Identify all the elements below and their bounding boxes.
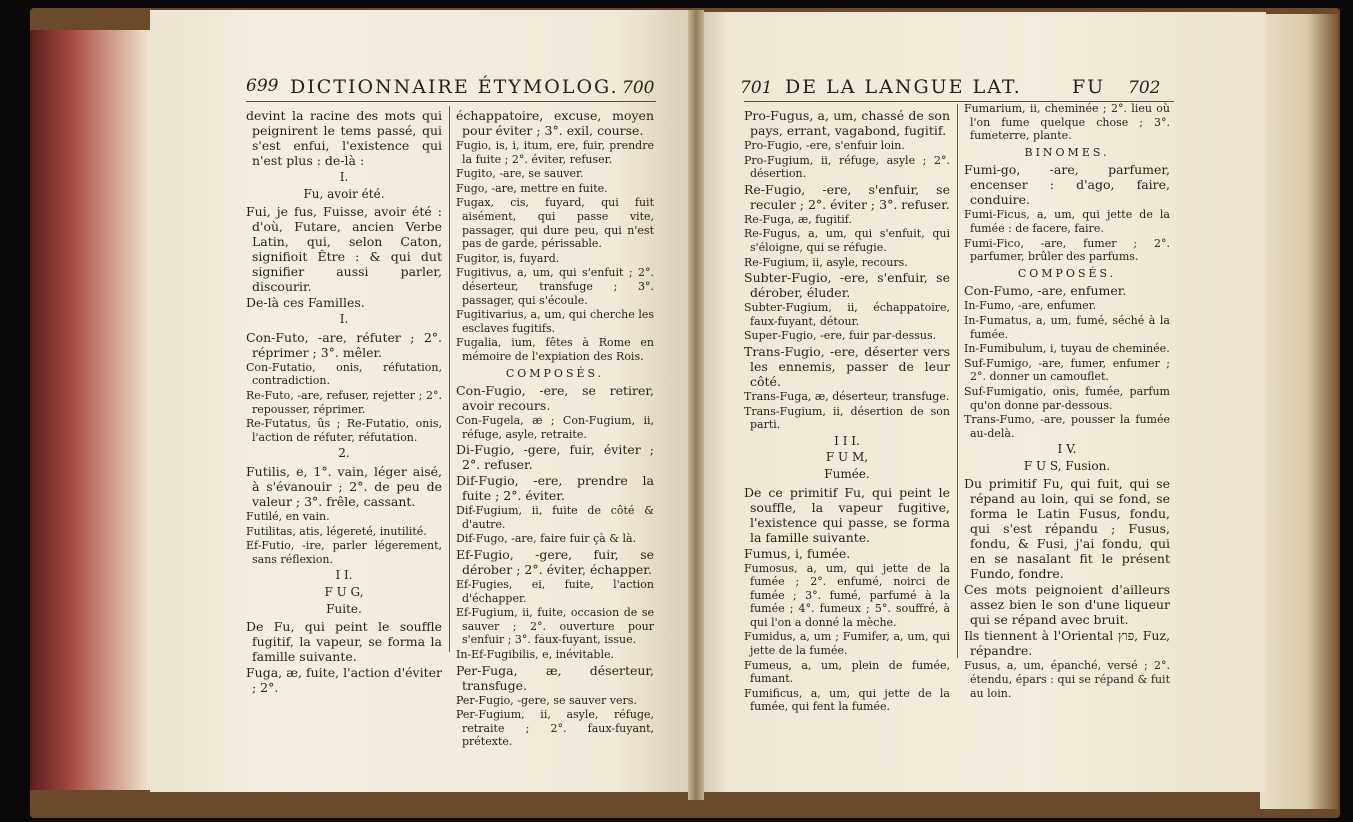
paragraph: Re-Futatus, ûs ; Re-Futatio, onis, l'action de réfuter, réfutation. xyxy=(246,417,442,444)
paragraph: Dif-Fugium, ii, fuite de côté & d'autre. xyxy=(456,504,654,531)
paragraph: De-là ces Familles. xyxy=(246,295,365,311)
right-running-title: DE LA LANGUE LAT. xyxy=(785,76,1022,98)
paragraph: Trans-Fuga, æ, déserteur, transfuge. xyxy=(744,389,950,403)
paragraph: Fumi-Ficus, a, um, qui jette de la fumée : de facere, faire. xyxy=(964,208,1170,235)
right-page-edges xyxy=(1260,14,1338,809)
right-section-label: FU xyxy=(1072,76,1106,98)
paragraph: Super-Fugio, -ere, fuir par-dessus. xyxy=(744,329,937,343)
paragraph: Con-Fugela, æ ; Con-Fugium, ii, réfuge, asyle, retraite. xyxy=(456,414,654,441)
paragraph: Fumificus, a, um, qui jette de la fumée, qui fent la fumée. xyxy=(744,686,950,714)
paragraph: Futilitas, atis, légereté, inutilité. xyxy=(246,524,427,538)
left-running-title: DICTIONNAIRE ÉTYMOLOG. xyxy=(290,76,619,98)
paragraph: In-Ef-Fugibilis, e, inévitable. xyxy=(456,648,614,662)
paragraph: Suf-Fumigatio, onis, fumée, parfum qu'on donne par-dessous. xyxy=(964,384,1170,412)
paragraph: Dif-Fugo, -are, faire fuir çà & là. xyxy=(456,532,637,546)
paragraph: Dif-Fugio, -ere, prendre la fuite ; 2°. éviter. xyxy=(456,473,654,504)
paragraph: Fumi-Fico, -are, fumer ; 2°. parfumer, brûler des parfums. xyxy=(964,236,1170,264)
paragraph: F U M, xyxy=(825,450,869,465)
right-page-number: 702 xyxy=(1128,78,1161,98)
paragraph: Fumidus, a, um ; Fumifer, a, um, qui jette de la fumée. xyxy=(744,630,950,658)
paragraph: Ef-Fugium, ii, fuite, occasion de se sauver ; 2°. ouverture pour s'enfuir ; 3°. faux-fuyant, issue. xyxy=(456,606,654,647)
book-gutter xyxy=(688,10,704,800)
paragraph: Fui, je fus, Fuisse, avoir été : d'où, Futare, ancien Verbe Latin, qui, selon Caton, signifioit Être : & qui dut signifier aussi parler, discourir. xyxy=(246,204,442,295)
column-1 xyxy=(246,108,442,696)
paragraph: Re-Fugio, -ere, s'enfuir, se reculer ; 2°. éviter ; 3°. refuser. xyxy=(744,181,950,212)
paragraph: COMPOSÉS. xyxy=(1017,266,1117,280)
left-page-number: 699 xyxy=(246,76,279,96)
left-column-divider xyxy=(449,106,450,652)
paragraph: Trans-Fugio, -ere, déserter vers les ennemis, passer de leur côté. xyxy=(744,343,950,389)
right-column-divider xyxy=(957,104,958,658)
paragraph: Fumarium, ii, cheminée ; 2°. lieu où l'on fume quelque chose ; 3°. fumeterre, plante. xyxy=(964,102,1170,143)
paragraph: Di-Fugio, -gere, fuir, éviter ; 2°. refuser. xyxy=(456,442,654,473)
paragraph: I I I. xyxy=(834,433,860,448)
paragraph: Fusus, a, um, épanché, versé ; 2°. étendu, épars : qui se répand & fuit au loin. xyxy=(964,659,1170,700)
paragraph: Ef-Futio, -ire, parler légerement, sans réflexion. xyxy=(246,539,442,566)
paragraph: Re-Fuga, æ, fugitif. xyxy=(744,212,852,226)
paragraph: Fugio, is, i, itum, ere, fuir, prendre la fuite ; 2°. éviter, refuser. xyxy=(456,139,654,166)
paragraph: Per-Fugium, ii, asyle, réfuge, retraite ; 2°. faux-fuyant, prétexte. xyxy=(456,708,654,749)
paragraph: Con-Fumo, -are, enfumer. xyxy=(964,283,1127,299)
paragraph: Fugitivus, a, um, qui s'enfuit ; 2°. déserteur, transfuge ; 3°. passager, qui s'écoule. xyxy=(456,266,654,307)
paragraph: Fu, avoir été. xyxy=(303,186,385,201)
paragraph: Fumosus, a, um, qui jette de la fumée ; 2°. enfumé, noirci de fumée ; 3°. fumé, parfumé à la fumée ; 4°. fumeux ; 5°. souffré, à qui l'on a donné la mèche. xyxy=(744,561,950,629)
paragraph: Futilé, en vain. xyxy=(246,509,330,523)
paragraph: Per-Fuga, æ, déserteur, transfuge. xyxy=(456,662,654,693)
paragraph: Con-Futo, -are, réfuter ; 2°. réprimer ; 3°. mêler. xyxy=(246,329,442,360)
paragraph: F U G, xyxy=(324,584,364,599)
left-page-edges xyxy=(30,30,150,790)
paragraph: Subter-Fugium, ii, échappatoire, faux-fuyant, détour. xyxy=(744,301,950,328)
paragraph: Per-Fugio, -gere, se sauver vers. xyxy=(456,693,637,707)
paragraph: 2. xyxy=(338,446,350,461)
left-column-number: 700 xyxy=(622,78,655,98)
paragraph: BINOMES. xyxy=(1024,145,1110,159)
column-4 xyxy=(964,102,1171,700)
paragraph: Pro-Fugium, ii, réfuge, asyle ; 2°. désertion. xyxy=(744,153,950,181)
paragraph: Pro-Fugus, a, um, chassé de son pays, errant, vagabond, fugitif. xyxy=(744,108,950,138)
paragraph: I I. xyxy=(335,568,353,583)
paragraph: Re-Fugium, ii, asyle, recours. xyxy=(744,255,908,269)
paragraph: Fuga, æ, fuite, l'action d'éviter ; 2°. xyxy=(246,665,442,696)
paragraph: Fumi-go, -are, parfumer, encenser : d'ago, faire, conduire. xyxy=(964,162,1170,208)
paragraph: F U S, Fusion. xyxy=(1023,458,1111,473)
paragraph: COMPOSÉS. xyxy=(505,366,605,380)
paragraph: Du primitif Fu, qui fuit, qui se répand au loin, qui se fond, se forma le Latin Fusus, fondu, qui s'est répandu ; Fusus, fondu, & Fusi, j'ai fondu, qui en se nasalant fit le présent Fundo, fondre. xyxy=(964,476,1170,582)
paragraph: Ces mots peignoient d'ailleurs assez bien le son d'une liqueur qui se répand avec bruit. xyxy=(964,582,1170,628)
paragraph: Pro-Fugio, -ere, s'enfuir loin. xyxy=(744,139,905,152)
paragraph: In-Fumatus, a, um, fumé, séché à la fumée. xyxy=(964,313,1170,341)
paragraph: I. xyxy=(339,170,349,184)
column-2 xyxy=(456,108,654,749)
paragraph: Fuite. xyxy=(326,601,362,616)
paragraph: Fugito, -are, se sauver. xyxy=(456,167,584,181)
paragraph: I V. xyxy=(1057,442,1077,457)
paragraph: Con-Fugio, -ere, se retirer, avoir recours. xyxy=(456,383,654,414)
paragraph: devint la racine des mots qui peignirent le tems passé, qui s'est enfui, l'existence qui n'est plus : de-là : xyxy=(246,108,442,168)
paragraph: Fugalia, ium, fêtes à Rome en mémoire de l'expiation des Rois. xyxy=(456,336,654,363)
paragraph: Fugitor, is, fuyard. xyxy=(456,251,560,265)
right-column-number: 701 xyxy=(740,78,773,98)
paragraph: Fugo, -are, mettre en fuite. xyxy=(456,181,608,195)
paragraph: Trans-Fugium, ii, désertion de son parti. xyxy=(744,404,950,432)
paragraph: Futilis, e, 1°. vain, léger aisé, à s'évanouir ; 2°. de peu de valeur ; 3°. frêle, cassant. xyxy=(246,463,442,509)
paragraph: Ef-Fugies, ei, fuite, l'action d'échapper. xyxy=(456,578,654,605)
left-header-rule xyxy=(246,101,656,102)
paragraph: Trans-Fumo, -are, pousser la fumée au-delà. xyxy=(964,413,1170,440)
paragraph: Re-Fugus, a, um, qui s'enfuit, qui s'éloigne, qui se réfugie. xyxy=(744,227,950,254)
paragraph: Fugax, cis, fuyard, qui fuit aisément, qui passe vite, passager, qui dure peu, qui n'est pas de garde, périssable. xyxy=(456,196,654,251)
paragraph: Ils tiennent à l'Oriental פוץ, Fuz, répandre. xyxy=(964,628,1171,659)
paragraph: Fumée. xyxy=(824,466,870,481)
paragraph: Subter-Fugio, -ere, s'enfuir, se dérober, éluder. xyxy=(744,270,950,301)
paragraph: De ce primitif Fu, qui peint le souffle, la vapeur fugitive, l'existence qui passe, se forma la famille suivante. xyxy=(744,484,950,545)
column-3 xyxy=(744,108,950,714)
paragraph: échappatoire, excuse, moyen pour éviter ; 3°. exil, course. xyxy=(456,108,654,138)
paragraph: Fugitivarius, a, um, qui cherche les esclaves fugitifs. xyxy=(456,308,654,335)
paragraph: Re-Futo, -are, refuser, rejetter ; 2°. repousser, réprimer. xyxy=(246,388,442,416)
paragraph: I. xyxy=(339,312,349,327)
paragraph: Suf-Fumigo, -are, fumer, enfumer ; 2°. donner un camouflet. xyxy=(964,356,1170,384)
paragraph: De Fu, qui peint le souffle fugitif, la vapeur, se forma la famille suivante. xyxy=(246,619,442,665)
paragraph: In-Fumibulum, i, tuyau de cheminée. xyxy=(964,342,1170,356)
paragraph: Fumeus, a, um, plein de fumée, fumant. xyxy=(744,658,950,686)
paragraph: In-Fumo, -are, enfumer. xyxy=(964,299,1097,313)
paragraph: Ef-Fugio, -gere, fuir, se dérober ; 2°. éviter, échapper. xyxy=(456,547,654,578)
paragraph: Fumus, i, fumée. xyxy=(744,545,851,561)
paragraph: Con-Futatio, onis, réfutation, contradiction. xyxy=(246,360,442,388)
